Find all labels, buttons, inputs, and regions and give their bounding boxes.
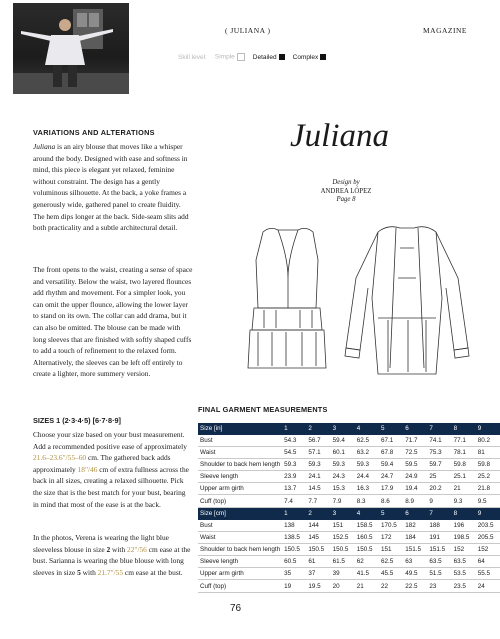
row-label: Shoulder to back hem length — [198, 543, 282, 555]
table-cell: 8.9 — [403, 495, 427, 507]
table-cell: 7.9 — [331, 495, 355, 507]
table-body — [198, 435, 500, 508]
table-cell: 19.4 — [403, 483, 427, 495]
table-cell: 21 — [452, 483, 476, 495]
table-cell: 188 — [427, 520, 451, 532]
intro-paragraph: Juliana is an airy blouse that moves like a whisper around the body. Designed with ease and softness in mind, this piece is elegant yet relaxed, feminine without constraint. The design has a gently voluminous silhouette. At the back, a yoke frames a generously wide, gathered panel to create fluidity. The hem dips longer at the back. Side-seam slits add both practicality and a subtle architectural detail. — [33, 142, 189, 233]
table-header-cell: 2 — [306, 508, 330, 520]
variations-heading: VARIATIONS AND ALTERATIONS — [33, 128, 155, 137]
table-cell: 59.4 — [331, 435, 355, 447]
table-cell: 9 — [427, 495, 451, 507]
table-cell: 59.3 — [282, 458, 306, 470]
table-header-cell: 5 — [379, 423, 403, 435]
row-label: Sleeve length — [198, 556, 282, 568]
table-cell: 59.3 — [306, 458, 330, 470]
table-header-cell: 3 — [331, 423, 355, 435]
table-cell: 24.4 — [355, 471, 379, 483]
row-label: Waist — [198, 446, 282, 458]
table-cell: 150.5 — [355, 543, 379, 555]
table-cell: 39 — [331, 568, 355, 580]
table-cell: 59.3 — [331, 458, 355, 470]
table-cell: 75.3 — [427, 446, 451, 458]
table-header-cell: 4 — [355, 423, 379, 435]
table-cell: 37 — [306, 568, 330, 580]
row-label: Bust — [198, 435, 282, 447]
table-header-row — [198, 508, 500, 520]
table-cell: 20.2 — [427, 483, 451, 495]
table-cell: 49.5 — [403, 568, 427, 580]
row-label: Sleeve length — [198, 471, 282, 483]
garment-technical-drawing — [228, 218, 476, 402]
row-label: Upper arm girth — [198, 568, 282, 580]
page-reference: Page 8 — [336, 196, 356, 203]
table-cell: 138.5 — [282, 531, 306, 543]
table-cell: 54.5 — [282, 446, 306, 458]
table-cell: 150.5 — [306, 543, 330, 555]
table-cell: 151 — [331, 520, 355, 532]
table-cell: 59.8 — [452, 458, 476, 470]
table-header-cell: 8 — [452, 508, 476, 520]
table-cell: 182 — [403, 520, 427, 532]
table-cell: 205.5 — [476, 531, 500, 543]
table-cell: 22 — [379, 580, 403, 592]
table-cell: 158.5 — [355, 520, 379, 532]
table-cell: 67.1 — [379, 435, 403, 447]
table-cell: 72.5 — [403, 446, 427, 458]
table-cell: 184 — [403, 531, 427, 543]
row-label: Cuff (top) — [198, 580, 282, 592]
table-cell: 77.1 — [452, 435, 476, 447]
model-photo-graphic — [13, 3, 129, 94]
table-cell: 14.5 — [306, 483, 330, 495]
table-cell: 160.5 — [355, 531, 379, 543]
page-number: 76 — [230, 603, 242, 614]
measurements-table-cm — [198, 508, 500, 593]
designer-name: ANDREA LÓPEZ — [320, 187, 372, 195]
table-cell: 151.5 — [427, 543, 451, 555]
table-cell: 150.5 — [282, 543, 306, 555]
table-cell: 35 — [282, 568, 306, 580]
table-cell: 51.5 — [427, 568, 451, 580]
table-cell: 62.5 — [355, 435, 379, 447]
skill-detailed: Detailed — [253, 54, 285, 61]
table-cell: 24 — [476, 580, 500, 592]
table-cell: 80.2 — [476, 435, 500, 447]
table-cell: 138 — [282, 520, 306, 532]
table-header-cell: 7 — [427, 508, 451, 520]
table-cell: 62.5 — [379, 556, 403, 568]
table-cell: 8.3 — [355, 495, 379, 507]
table-cell: 74.1 — [427, 435, 451, 447]
table-cell: 59.4 — [379, 458, 403, 470]
table-cell: 172 — [379, 531, 403, 543]
table-cell: 60.1 — [331, 446, 355, 458]
table-row — [198, 531, 500, 543]
table-cell: 15.3 — [331, 483, 355, 495]
table-cell: 13.7 — [282, 483, 306, 495]
table-cell: 152.5 — [331, 531, 355, 543]
table-header-cell: 9 — [476, 508, 500, 520]
filled-square-icon — [279, 54, 285, 60]
table-cell: 67.8 — [379, 446, 403, 458]
table-cell: 17.9 — [379, 483, 403, 495]
filled-square-icon — [320, 54, 326, 60]
table-cell: 59.5 — [403, 458, 427, 470]
table-cell: 152 — [452, 543, 476, 555]
table-cell: 16.3 — [355, 483, 379, 495]
row-label: Upper arm girth — [198, 483, 282, 495]
design-title: Juliana — [290, 118, 389, 154]
measurements-table-inches — [198, 423, 500, 508]
table-row — [198, 543, 500, 555]
table-cell: 23.9 — [282, 471, 306, 483]
table-header-cell: 6 — [403, 423, 427, 435]
table-cell: 71.7 — [403, 435, 427, 447]
table-header-cell: 9 — [476, 423, 500, 435]
table-header-cell: 1 — [282, 423, 306, 435]
table-row — [198, 483, 500, 495]
table-row — [198, 556, 500, 568]
table-header-cell: 1 — [282, 508, 306, 520]
table-cell: 64 — [476, 556, 500, 568]
table-cell: 62 — [355, 556, 379, 568]
table-cell: 25 — [427, 471, 451, 483]
skill-simple: Simple — [215, 53, 245, 61]
table-cell: 63.5 — [452, 556, 476, 568]
table-cell: 61.5 — [331, 556, 355, 568]
table-row — [198, 520, 500, 532]
empty-square-icon — [237, 53, 245, 61]
table-cell: 24.9 — [403, 471, 427, 483]
table-header-cell: 5 — [379, 508, 403, 520]
table-row — [198, 580, 500, 592]
table-header-cell: 6 — [403, 508, 427, 520]
table-cell: 151.5 — [403, 543, 427, 555]
table-cell: 24.3 — [331, 471, 355, 483]
table-cell: 55.5 — [476, 568, 500, 580]
table-cell: 25.2 — [476, 471, 500, 483]
table-cell: 198.5 — [452, 531, 476, 543]
table-row — [198, 435, 500, 447]
table-header-cell: Size [in] — [198, 423, 282, 435]
table-cell: 63.2 — [355, 446, 379, 458]
table-cell: 9.3 — [452, 495, 476, 507]
running-header: ( JULIANA ) — [225, 26, 271, 35]
table-cell: 25.1 — [452, 471, 476, 483]
table-cell: 56.7 — [306, 435, 330, 447]
table-cell: 59.7 — [427, 458, 451, 470]
table-row — [198, 495, 500, 507]
table-cell: 22.5 — [403, 580, 427, 592]
table-cell: 61 — [306, 556, 330, 568]
table-cell: 19 — [282, 580, 306, 592]
row-label: Cuff (top) — [198, 495, 282, 507]
table-cell: 59.8 — [476, 458, 500, 470]
measurements-heading: FINAL GARMENT MEASUREMENTS — [198, 405, 328, 414]
table-cell: 63.5 — [427, 556, 451, 568]
skill-level — [178, 53, 326, 61]
table-cell: 63 — [403, 556, 427, 568]
skill-label: Skill level: — [178, 53, 207, 61]
table-cell: 19.5 — [306, 580, 330, 592]
model-photo — [13, 3, 129, 94]
row-label: Bust — [198, 520, 282, 532]
sizes-paragraph: Choose your size based on your bust measurement. Add a recommended positive ease of approximately 21.6–23.6"/55–60 cm. The gathered back adds approximately 18"/46 cm of extra fullness across the back in all sizes, creating a relaxed silhouette. Pick the size that is the best match for your bust, bearing in mind that most of the ease is at the back. — [33, 430, 189, 509]
table-cell: 152 — [476, 543, 500, 555]
table-cell: 170.5 — [379, 520, 403, 532]
table-cell: 54.3 — [282, 435, 306, 447]
table-cell: 21.8 — [476, 483, 500, 495]
front-paragraph: The front opens to the waist, creating a sense of space and versatility. Below the waist, two layered flounces add rhythm and movement. For a simpler look, you can omit the upper flounce, allowing the lower layer to stand on its own. The collar can add drama, but it can also be omitted. The blouse can be made with long sleeves that are finished with softly shaped cuffs to add a touch of refinement to the relaxed form. Alternatively, the sleeves can be left off entirely to create a lighter, more summery version. — [33, 265, 193, 379]
table-row — [198, 458, 500, 470]
design-by-label: Design by — [332, 179, 360, 186]
table-header-cell: 2 — [306, 423, 330, 435]
row-label: Waist — [198, 531, 282, 543]
table-cell: 196 — [452, 520, 476, 532]
table-cell: 7.4 — [282, 495, 306, 507]
table-header-cell: 4 — [355, 508, 379, 520]
table-cell: 150.5 — [331, 543, 355, 555]
table-header-cell: 7 — [427, 423, 451, 435]
design-byline — [300, 179, 392, 205]
table-header-cell: Size [cm] — [198, 508, 282, 520]
table-cell: 23.5 — [452, 580, 476, 592]
photos-paragraph: In the photos, Verena is wearing the light blue sleeveless blouse in size 2 with 22"/56 cm ease at the bust. Sarianna is wearing the blue blouse with long sleeves in size 5 with 21.7"/55 cm ease at the bust. — [33, 533, 191, 577]
magazine-label: MAGAZINE — [423, 26, 467, 35]
table-cell: 60.5 — [282, 556, 306, 568]
skill-complex: Complex — [293, 54, 327, 61]
table-cell: 53.5 — [452, 568, 476, 580]
table-header-row — [198, 423, 500, 435]
table-cell: 144 — [306, 520, 330, 532]
table-cell: 78.1 — [452, 446, 476, 458]
table-cell: 151 — [379, 543, 403, 555]
sizes-heading: SIZES 1 (2·3·4·5) [6·7·8·9] — [33, 416, 121, 425]
table-row — [198, 568, 500, 580]
table-cell: 20 — [331, 580, 355, 592]
table-header-cell: 8 — [452, 423, 476, 435]
table-cell: 41.5 — [355, 568, 379, 580]
table-cell: 81 — [476, 446, 500, 458]
table-cell: 191 — [427, 531, 451, 543]
table-cell: 24.1 — [306, 471, 330, 483]
table-cell: 203.5 — [476, 520, 500, 532]
table-cell: 24.7 — [379, 471, 403, 483]
table-body — [198, 520, 500, 593]
table-cell: 45.5 — [379, 568, 403, 580]
table-row — [198, 446, 500, 458]
table-cell: 21 — [355, 580, 379, 592]
table-cell: 57.1 — [306, 446, 330, 458]
table-row — [198, 471, 500, 483]
table-cell: 9.5 — [476, 495, 500, 507]
table-cell: 23 — [427, 580, 451, 592]
row-label: Shoulder to back hem length — [198, 458, 282, 470]
table-cell: 8.6 — [379, 495, 403, 507]
table-cell: 59.3 — [355, 458, 379, 470]
table-cell: 145 — [306, 531, 330, 543]
table-cell: 7.7 — [306, 495, 330, 507]
table-header-cell: 3 — [331, 508, 355, 520]
